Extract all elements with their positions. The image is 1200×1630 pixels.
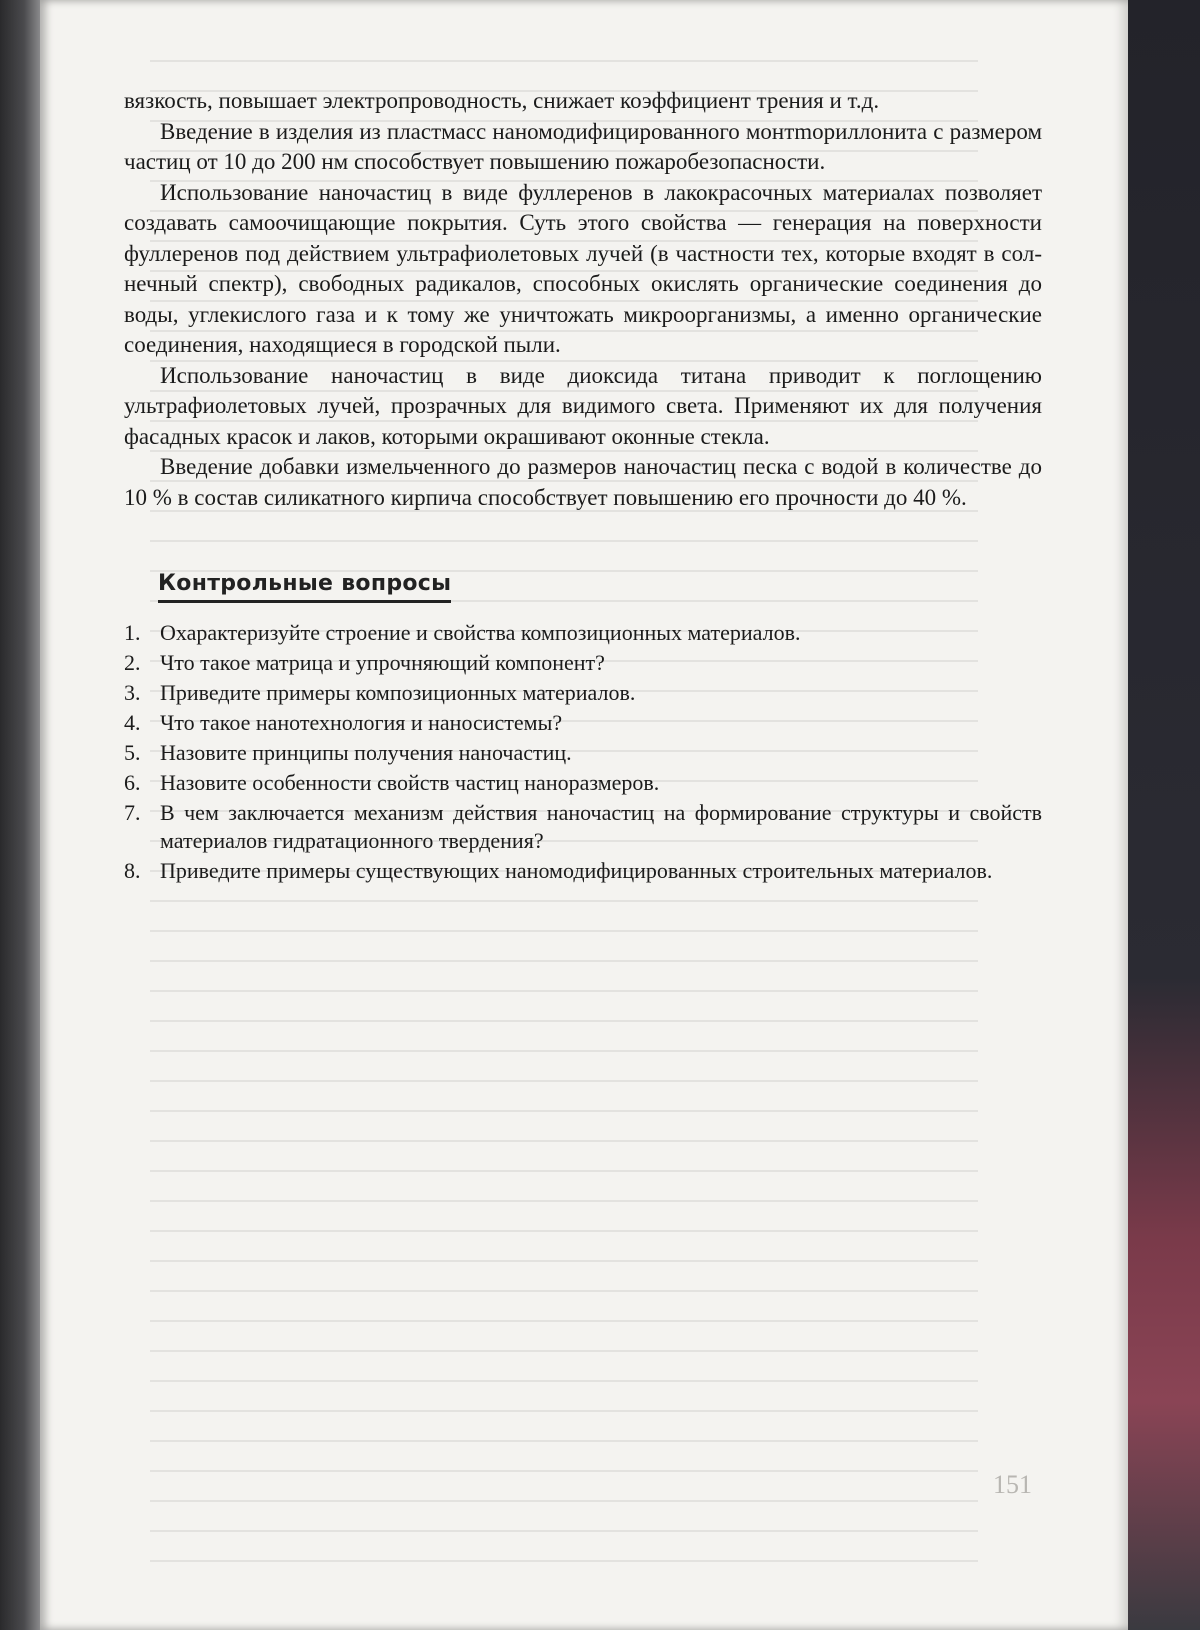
question-text: Назовите особенности свойств частиц наноразмеров. [160, 770, 660, 795]
question-number: 1. [124, 620, 141, 645]
question-text: Что такое матрица и упрочняющий компонент? [160, 650, 605, 675]
paragraph: Введение добавки измельченного до размеров наночастиц песка с водой в количестве до 10 % в состав силикатного кирпича способствует повышению его прочности до 40 %. [124, 454, 1042, 510]
question-number: 2. [124, 650, 141, 675]
list-item [124, 679, 1042, 707]
page-content [124, 86, 1042, 887]
question-number: 4. [124, 710, 141, 735]
question-text: Охарактеризуйте строение и свойства композиционных материалов. [160, 620, 801, 645]
list-item [124, 799, 1042, 855]
question-text: Что такое нанотехнология и наносистемы? [160, 710, 563, 735]
question-number: 6. [124, 770, 141, 795]
question-text: Приведите примеры существующих наномодифицированных строительных материалов. [160, 858, 993, 883]
list-item [124, 857, 1042, 885]
list-item [124, 709, 1042, 737]
question-text: Приведите примеры композиционных материалов. [160, 680, 636, 705]
question-list [124, 619, 1042, 885]
question-number: 8. [124, 858, 141, 883]
paragraph: Использование наночастиц в виде диоксида титана приводит к поглощению ультрафиолетовых лучей, прозрачных для видимого света. Применяют их для получения фасадных красок и лаков, которыми окрашивают оконные стекла. [124, 362, 1042, 449]
page-number: 151 [993, 1470, 1032, 1499]
section-title: Контрольные вопросы [158, 571, 451, 603]
paragraph: Использование наночастиц в виде фуллеренов в лакокрасочных материалах позволяет создавать самоочищающие покрытия. Суть этого свойства — генерация на поверхности фуллеренов под действием ультрафиолетовых лучей (в частности тех, которые входят в солнечный спектр), свободных радикалов, способных окислять органические соединения до воды, углекислого газа и к тому же уничтожать микроорганизмы, а именно органические соединения, находящиеся в городской пыли. [124, 179, 1042, 357]
book-page [40, 0, 1128, 1630]
question-number: 7. [124, 800, 141, 825]
scan-edge-left [0, 0, 40, 1630]
question-number: 5. [124, 740, 141, 765]
paragraph: Введение в изделия из пластмасс наномодифицированного монтmориллонита с размером частиц от 10 до 200 нм способствует повышению пожаробезопасности. [124, 118, 1042, 174]
question-text: Назовите принципы получения наночастиц. [160, 740, 572, 765]
list-item [124, 739, 1042, 767]
question-number: 3. [124, 680, 141, 705]
scan-edge-right [1128, 0, 1200, 1630]
question-text: В чем заключается механизм действия наночастиц на формирование структуры и свойств материалов гидратационного твердения? [160, 800, 1042, 853]
list-item [124, 619, 1042, 647]
paragraph: вязкость, повышает электропроводность, снижает коэффициент трения и т.д. [124, 88, 880, 113]
list-item [124, 769, 1042, 797]
list-item [124, 649, 1042, 677]
